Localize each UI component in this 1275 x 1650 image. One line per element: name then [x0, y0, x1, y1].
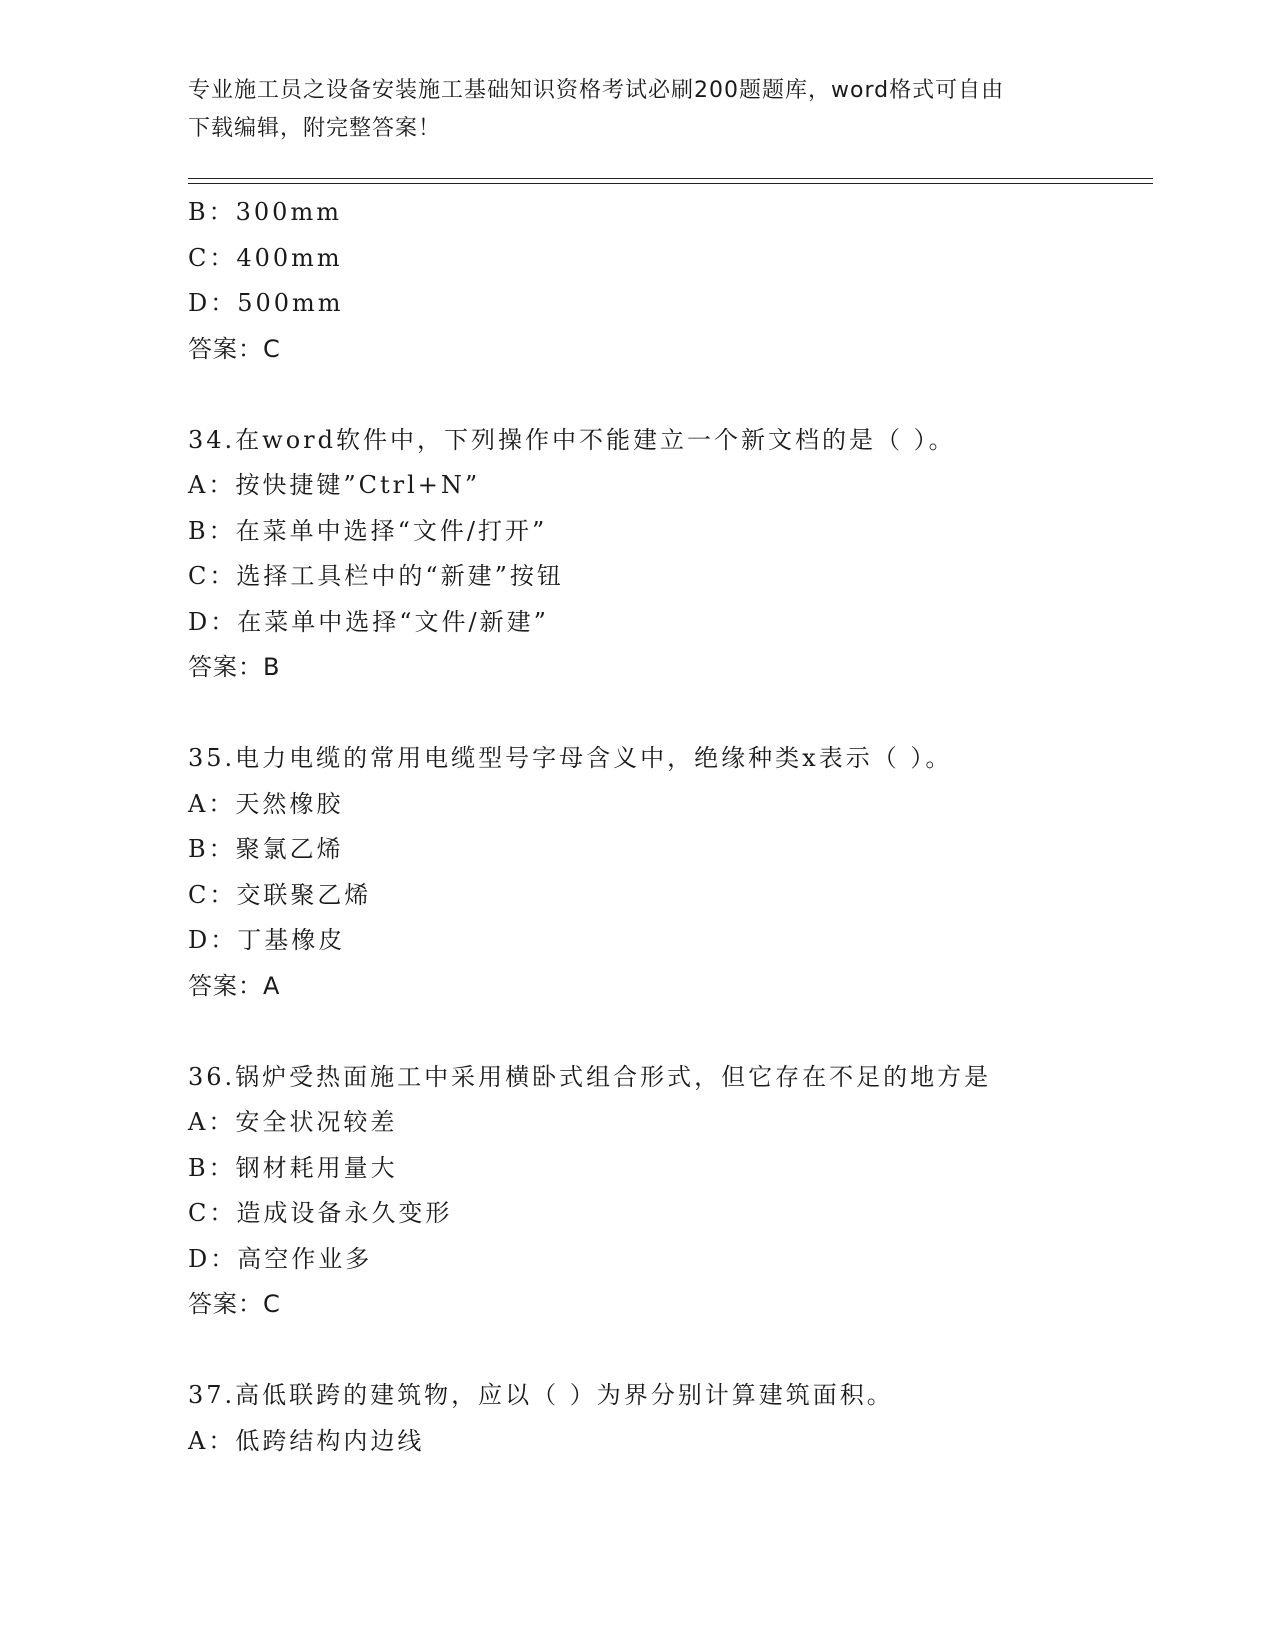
option-c: C：造成设备永久变形: [188, 1199, 453, 1227]
answer-label: 答案：A: [188, 971, 281, 1000]
option-d: D：在菜单中选择“文件/新建”: [188, 607, 549, 636]
option-a: A：按快捷键”Ctrl+N”: [188, 471, 481, 499]
option-b: B：钢材耗用量大: [188, 1153, 398, 1182]
spacer: [188, 1009, 1153, 1055]
question-36: [188, 1055, 1153, 1328]
option-d: D：丁基橡皮: [188, 926, 346, 954]
question-34: [188, 418, 1153, 691]
option-b: B：聚氯乙烯: [188, 835, 344, 863]
option-a: A：天然橡胶: [188, 789, 344, 818]
question-35: [188, 736, 1153, 1009]
page-header: [188, 72, 1088, 148]
question-stem: 37.高低联跨的建筑物，应以（ ）为界分别计算建筑面积。: [188, 1381, 894, 1409]
question-stem: 35.电力电缆的常用电缆型号字母含义中，绝缘种类x表示（ ）。: [188, 744, 953, 772]
question-stem: 34.在word软件中，下列操作中不能建立一个新文档的是（ ）。: [188, 425, 956, 454]
option-c: C：400mm: [188, 243, 343, 272]
option-d: D：高空作业多: [188, 1244, 373, 1273]
option-b: B：在菜单中选择“文件/打开”: [188, 516, 548, 545]
option-a: A：低跨结构内边线: [188, 1426, 425, 1455]
answer-label: 答案：C: [188, 334, 281, 363]
spacer: [188, 372, 1153, 418]
header-title-line-1: 专业施工员之设备安装施工基础知识资格考试必刷200题题库，word格式可自由: [188, 78, 1005, 103]
header-divider-bottom: [188, 183, 1153, 184]
option-c: C：选择工具栏中的“新建”按钮: [188, 562, 564, 590]
option-a: A：安全状况较差: [188, 1108, 398, 1136]
question-37: [188, 1373, 1153, 1464]
header-divider-top: [188, 178, 1153, 179]
question-stem: 36.锅炉受热面施工中采用横卧式组合形式，但它存在不足的地方是: [188, 1062, 992, 1091]
answer-label: 答案：B: [188, 653, 281, 681]
spacer: [188, 1328, 1153, 1374]
answer-label: 答案：C: [188, 1290, 281, 1318]
option-b: B：300mm: [188, 198, 342, 226]
header-title-line-2: 下载编辑，附完整答案！: [188, 116, 442, 141]
question-33-continued: [188, 190, 1153, 372]
question-list: [188, 190, 1153, 1464]
option-c: C：交联聚乙烯: [188, 880, 372, 909]
spacer: [188, 691, 1153, 737]
option-d: D：500mm: [188, 289, 344, 317]
